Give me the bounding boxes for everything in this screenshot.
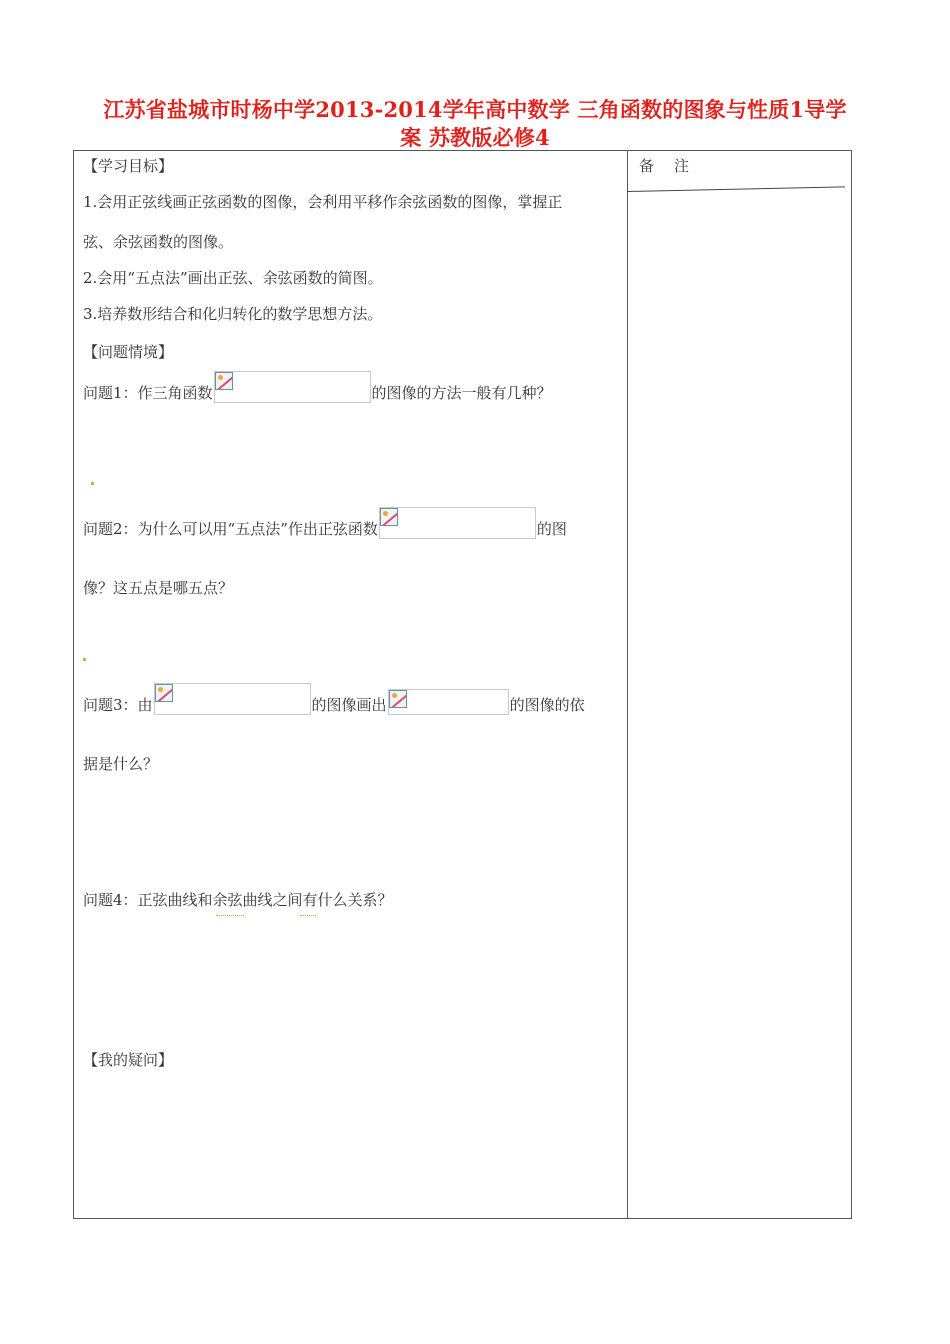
- objective-2: 2.会用“五点法”画出正弦、余弦函数的简图。: [83, 269, 383, 287]
- notes-header: 备注: [639, 157, 710, 175]
- question-2-suffix: 的图: [536, 520, 567, 538]
- question-4: 问题4：正弦曲线和余弦曲线之间有什么关系？: [83, 891, 393, 909]
- title-line-2: 案 苏教版必修4: [400, 125, 550, 150]
- question-1-suffix: 的图像的方法一般有几种？: [371, 384, 552, 402]
- annotation-mark: [300, 911, 316, 916]
- question-3-middle: 的图像画出: [311, 696, 387, 714]
- broken-image-icon: [380, 508, 398, 526]
- question-1-prefix: 问题1：作三角函数: [83, 384, 213, 402]
- notes-underline: [627, 186, 845, 192]
- broken-image-icon: [155, 684, 173, 702]
- broken-image-icon: [389, 690, 407, 708]
- question-2-line-2: 像？这五点是哪五点？: [83, 579, 234, 597]
- objectives-header: 【学习目标】: [83, 157, 174, 175]
- objective-1-line-2: 弦、余弦函数的图像。: [83, 233, 234, 251]
- broken-image-icon: [215, 372, 233, 390]
- question-3-suffix: 的图像的依: [509, 696, 585, 714]
- question-3: [83, 683, 585, 715]
- question-2-prefix: 问题2：为什么可以用“五点法”作出正弦函数: [83, 520, 378, 538]
- objective-3: 3.培养数形结合和化归转化的数学思想方法。: [83, 305, 383, 323]
- formula-image-4: [388, 689, 509, 715]
- situation-header: 【问题情境】: [83, 343, 174, 361]
- question-3-prefix: 问题3：由: [83, 696, 153, 714]
- objective-1-line-1: 1.会用正弦线画正弦函数的图像，会利用平移作余弦函数的图像，掌握正: [83, 193, 563, 211]
- formula-image-1: [214, 371, 371, 403]
- question-1: [83, 371, 552, 403]
- column-divider: [627, 151, 628, 1218]
- marker-dot: [83, 658, 86, 661]
- document-title: [60, 96, 890, 152]
- formula-image-3: [154, 683, 311, 715]
- annotation-mark: [216, 911, 244, 916]
- formula-image-2: [379, 507, 536, 539]
- question-3-line-2: 据是什么？: [83, 755, 159, 773]
- worksheet-table: [73, 150, 852, 1219]
- doubts-header: 【我的疑问】: [83, 1051, 174, 1069]
- question-2: [83, 507, 567, 539]
- title-line-1: 江苏省盐城市时杨中学2013-2014学年高中数学 三角函数的图象与性质1导学: [103, 97, 847, 122]
- marker-dot: [91, 482, 94, 485]
